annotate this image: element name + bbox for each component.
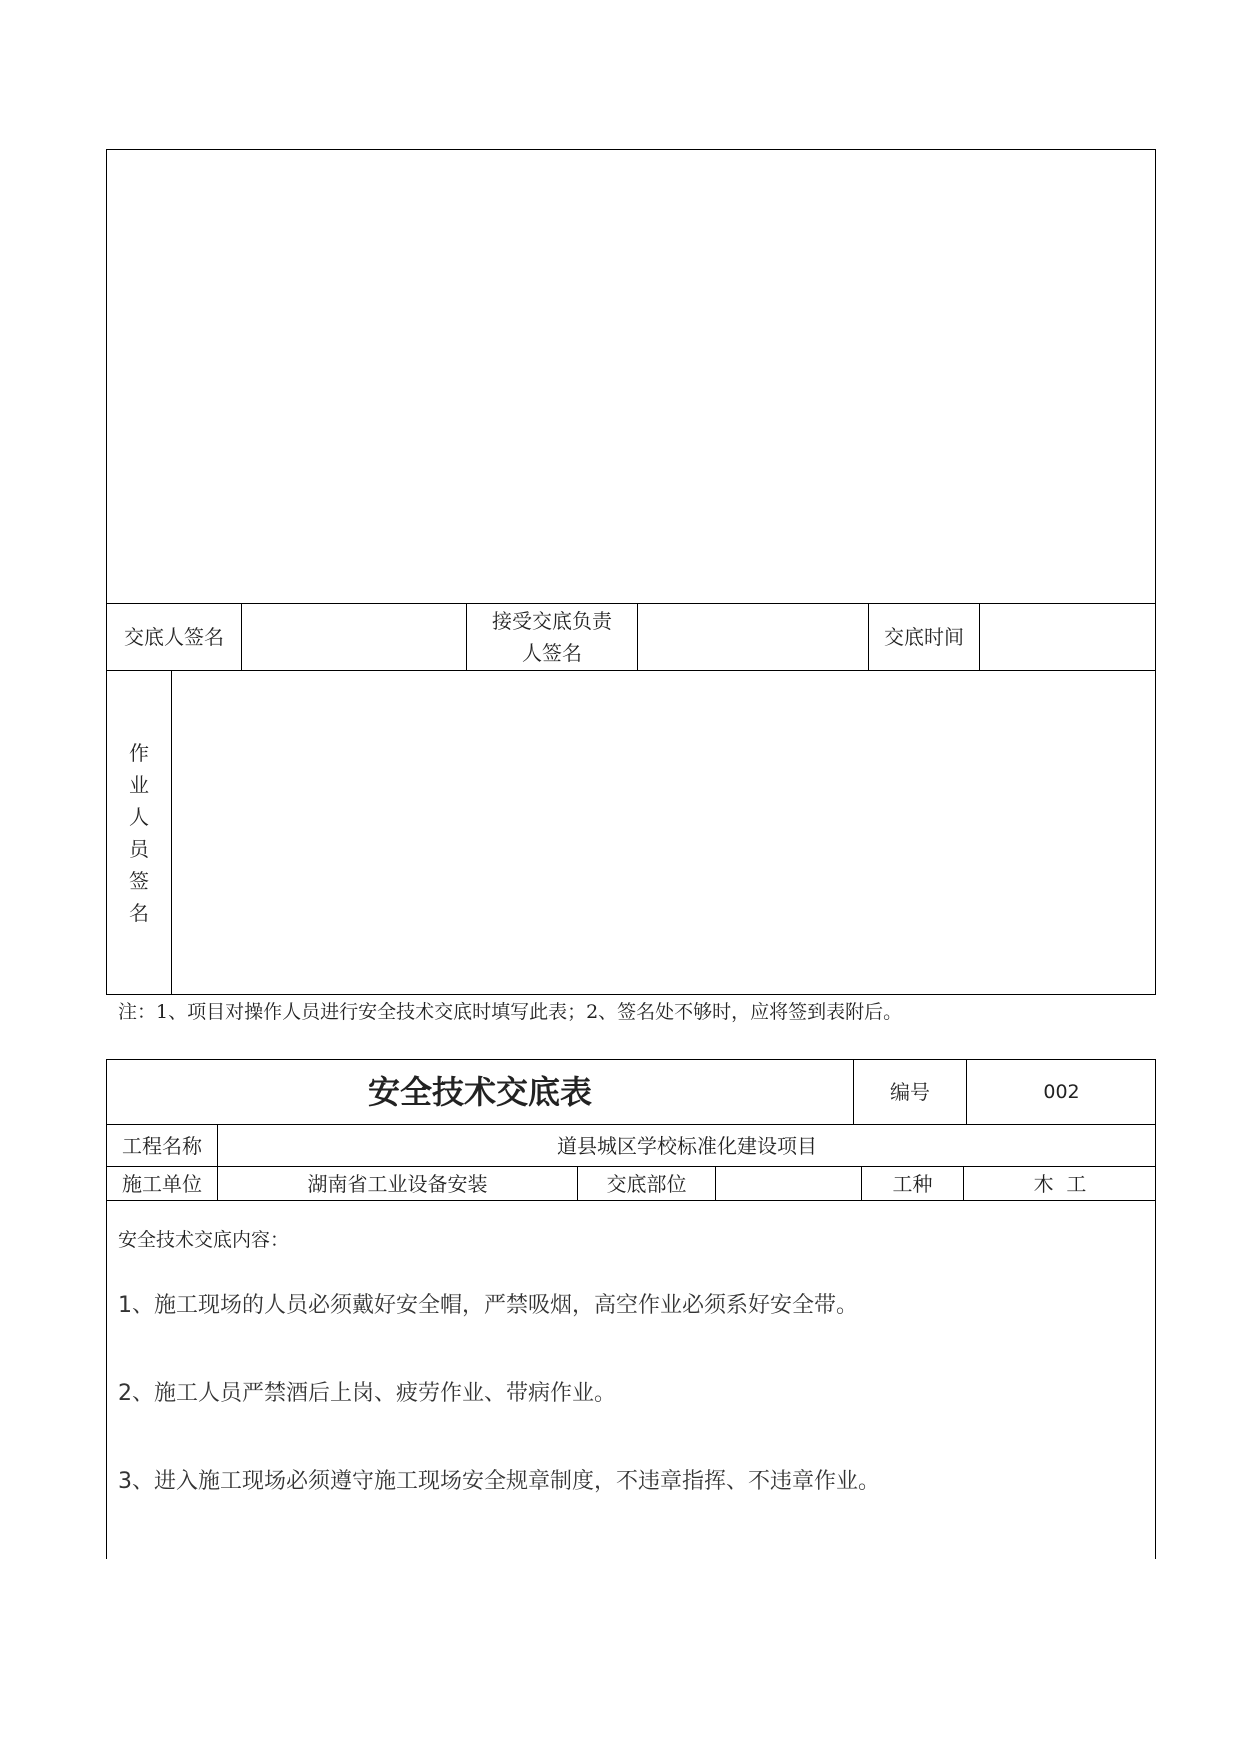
workers-char: 员 <box>129 837 149 861</box>
workers-char: 名 <box>129 901 149 925</box>
workers-signature-area[interactable] <box>172 671 1156 995</box>
number-label: 编号 <box>890 1080 930 1104</box>
list-item: 3、进入施工现场必须遵守施工现场安全规章制度，不违章指挥、不违章作业。 <box>118 1469 880 1494</box>
footnote: 注：1、项目对操作人员进行安全技术交底时填写此表；2、签名处不够时，应将签到表附后。 <box>118 1001 903 1023</box>
workers-char: 作 <box>129 741 149 765</box>
handover-time-field[interactable] <box>980 604 1156 670</box>
list-item: 1、施工现场的人员必须戴好安全帽，严禁吸烟，高空作业必须系好安全带。 <box>118 1293 858 1318</box>
location-label: 交底部位 <box>606 1171 687 1196</box>
location-value[interactable] <box>716 1167 861 1200</box>
workers-char: 业 <box>129 773 149 797</box>
project-name-label: 工程名称 <box>122 1133 202 1158</box>
handover-time-label: 交底时间 <box>884 625 964 649</box>
receiver-label-line2: 人签名 <box>522 641 582 665</box>
contractor-label: 施工单位 <box>122 1171 202 1196</box>
content-label: 安全技术交底内容： <box>118 1229 290 1251</box>
list-item: 2、施工人员严禁酒后上岗、疲劳作业、带病作业。 <box>118 1381 616 1406</box>
trade-label: 工种 <box>892 1171 933 1196</box>
receiver-signature-label <box>467 604 637 670</box>
workers-char: 签 <box>129 869 149 893</box>
divider <box>106 1200 1156 1201</box>
number-value: 002 <box>1043 1081 1080 1103</box>
workers-signature-label <box>107 671 171 995</box>
receiver-label-line1: 接受交底负责 <box>492 609 612 633</box>
presenter-signature-label: 交底人签名 <box>124 625 224 649</box>
form-title: 安全技术交底表 <box>367 1073 592 1111</box>
contractor-value: 湖南省工业设备安装 <box>307 1171 488 1196</box>
receiver-signature-field[interactable] <box>638 604 868 670</box>
project-name-value: 道县城区学校标准化建设项目 <box>557 1133 817 1158</box>
presenter-signature-field[interactable] <box>242 604 466 670</box>
trade-value: 木 工 <box>1033 1171 1087 1196</box>
workers-char: 人 <box>129 805 149 829</box>
